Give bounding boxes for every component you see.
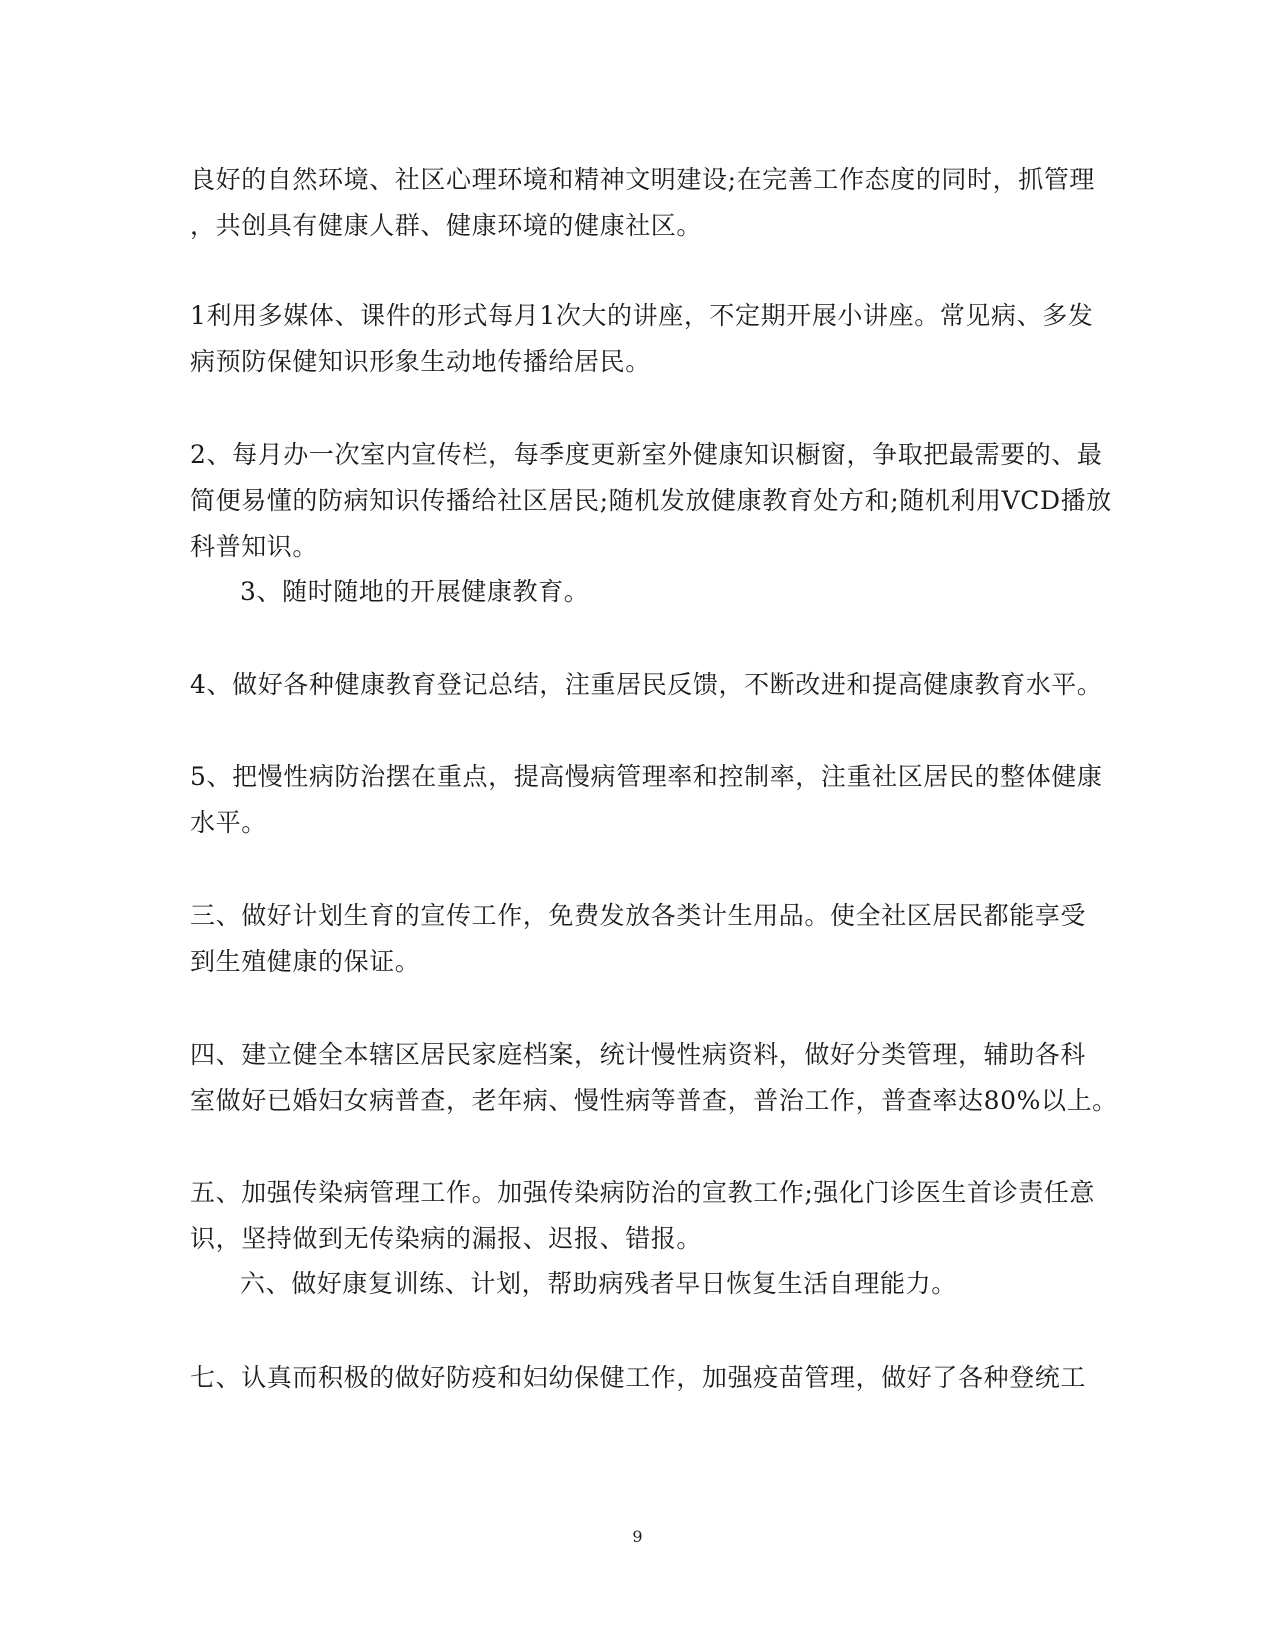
text-line: 三、做好计划生育的宣传工作，免费发放各类计生用品。使全社区居民都能享受 xyxy=(190,901,1087,930)
page-number: 9 xyxy=(632,1527,643,1546)
text-line: 良好的自然环境、社区心理环境和精神文明建设;在完善工作态度的同时，抓管理 xyxy=(190,165,1096,194)
text-line: 3、随时随地的开展健康教育。 xyxy=(240,577,590,606)
text-line: 识，坚持做到无传染病的漏报、迟报、错报。 xyxy=(190,1224,703,1253)
text-line: 室做好已婚妇女病普查，老年病、慢性病等普查，普治工作，普查率达80%以上。 xyxy=(190,1086,1118,1115)
text-line: 科普知识。 xyxy=(190,532,319,561)
text-line: 2、每月办一次室内宣传栏，每季度更新室外健康知识橱窗，争取把最需要的、最 xyxy=(190,440,1103,469)
text-line: 五、加强传染病管理工作。加强传染病防治的宣教工作;强化门诊医生首诊责任意 xyxy=(190,1178,1096,1207)
text-line: 水平。 xyxy=(190,808,267,837)
text-line: 5、把慢性病防治摆在重点，提高慢病管理率和控制率，注重社区居民的整体健康 xyxy=(190,762,1103,791)
text-line: 到生殖健康的保证。 xyxy=(190,947,421,976)
text-line: 六、做好康复训练、计划，帮助病残者早日恢复生活自理能力。 xyxy=(240,1269,957,1298)
text-line: 七、认真而积极的做好防疫和妇幼保健工作，加强疫苗管理，做好了各种登统工 xyxy=(190,1363,1087,1392)
text-line: 1利用多媒体、课件的形式每月1次大的讲座，不定期开展小讲座。常见病、多发 xyxy=(190,301,1094,330)
text-line: 简便易懂的防病知识传播给社区居民;随机发放健康教育处方和;随机利用VCD播放 xyxy=(190,486,1112,515)
text-line: ，共创具有健康人群、健康环境的健康社区。 xyxy=(190,211,703,240)
text-line: 4、做好各种健康教育登记总结，注重居民反馈，不断改进和提高健康教育水平。 xyxy=(190,670,1103,699)
text-line: 病预防保健知识形象生动地传播给居民。 xyxy=(190,347,651,376)
text-line: 四、建立健全本辖区居民家庭档案，统计慢性病资料，做好分类管理，辅助各科 xyxy=(190,1040,1087,1069)
